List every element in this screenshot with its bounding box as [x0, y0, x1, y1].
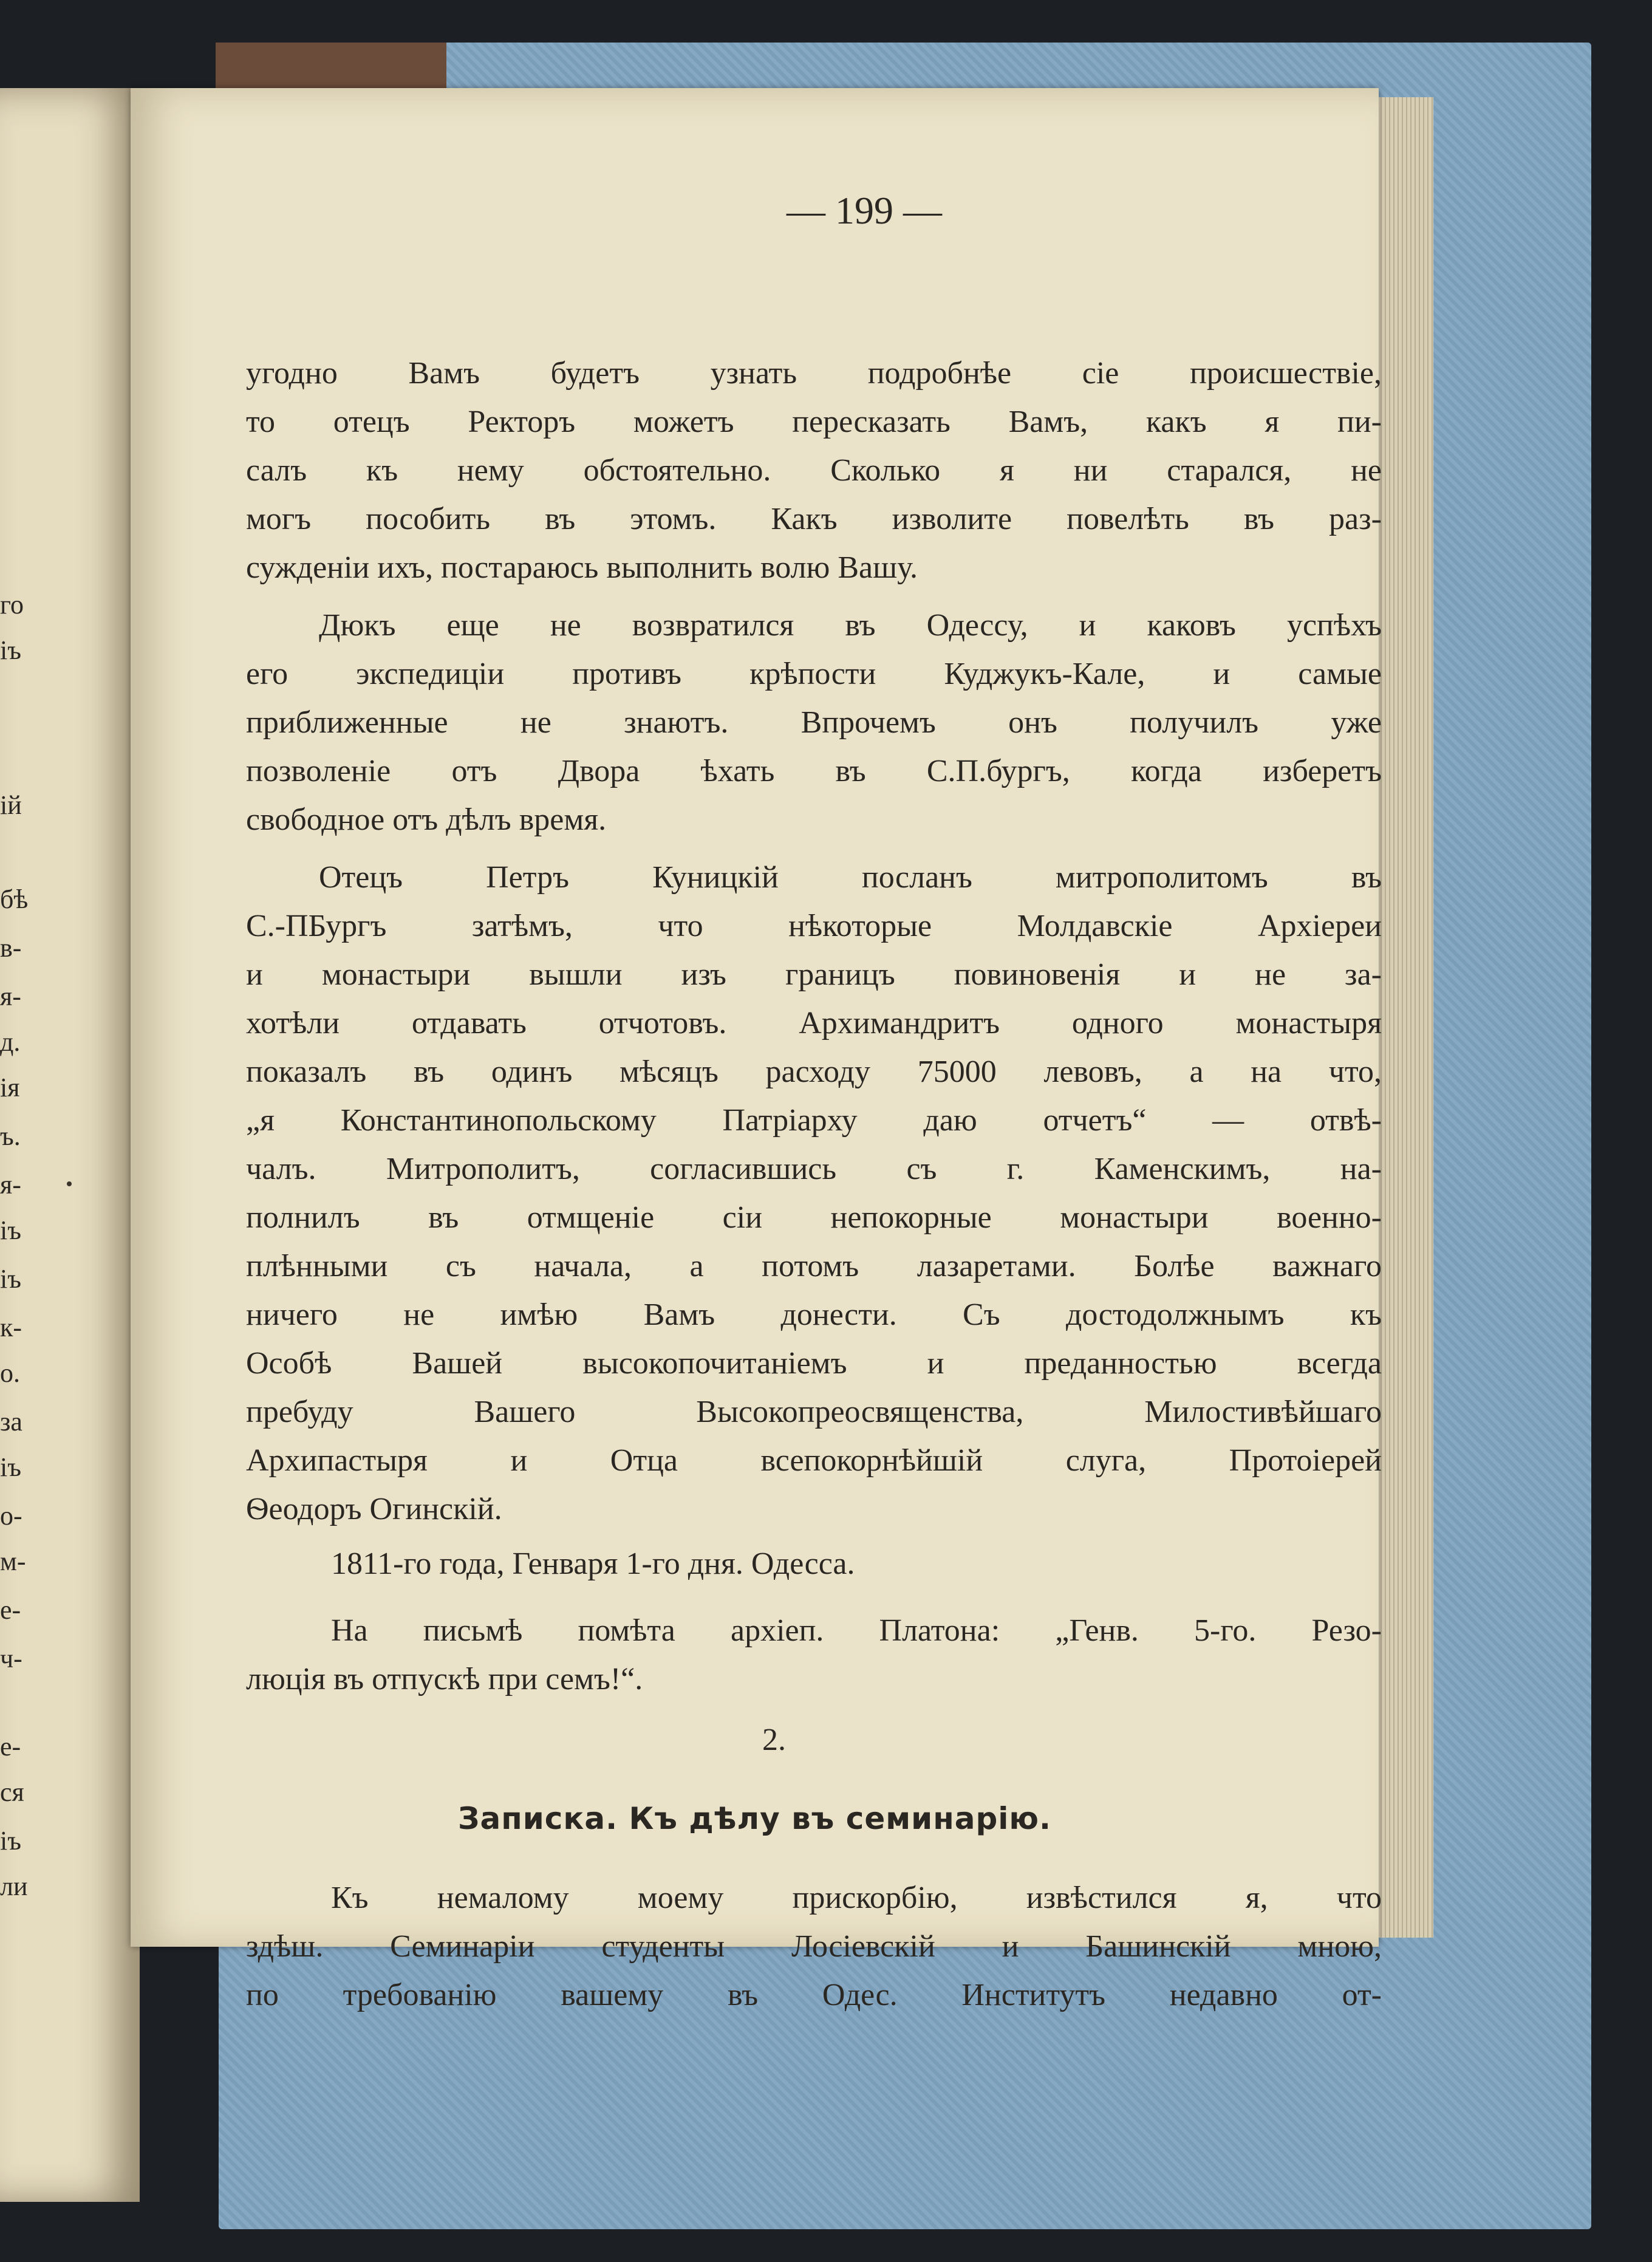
text-line: по требованію вашему въ Одес. Институтъ недавно от- [246, 1978, 1382, 2012]
text-line: Архипастыря и Отца всепокорнѣйшій слуга, Протоіерей [246, 1443, 1382, 1478]
left-page-fragment: м- [0, 1546, 26, 1576]
left-page-fragment: ч- [0, 1644, 22, 1673]
text-line: позволеніе отъ Двора ѣхать въ С.П.бургъ, когда изберетъ [246, 754, 1382, 788]
text-line: люція въ отпускѣ при семъ!“. [246, 1662, 643, 1696]
paragraph-2 [246, 601, 1382, 844]
section-heading: Записка. Къ дѣлу въ семинарію. [457, 1801, 1052, 1836]
paragraph-1 [246, 349, 1382, 592]
paragraph-4 [246, 1874, 1382, 2020]
ink-speck [67, 1181, 72, 1186]
text-line: его экспедиціи противъ крѣпости Куджукъ-Кале, и самые [246, 657, 1382, 691]
left-page-fragment: я- [0, 1170, 21, 1200]
text-line: могъ пособить въ этомъ. Какъ изволите повелѣть въ раз- [246, 502, 1382, 536]
section-number: 2. [762, 1723, 786, 1757]
right-page [131, 88, 1382, 2012]
paragraph-annotation [246, 1607, 1382, 1704]
text-line: салъ къ нему обстоятельно. Сколько я ни старался, не [246, 453, 1382, 488]
left-page-fragment: ли [0, 1871, 28, 1901]
text-line: Ѳеодоръ Огинскій. [246, 1492, 502, 1526]
text-line: приближенные не знаютъ. Впрочемъ онъ получилъ уже [246, 705, 1382, 740]
left-page-fragment: іъ [0, 1264, 21, 1294]
left-page-fragment: бѣ [0, 884, 29, 914]
text-line: угодно Вамъ будетъ узнать подробнѣе сіе происшествіе, [246, 356, 1382, 391]
text-line: 1811-го года, Генваря 1-го дня. Одесса. [331, 1546, 855, 1581]
text-line: ничего не имѣю Вамъ донести. Съ достодолжнымъ къ [246, 1297, 1382, 1332]
left-page-fragment: іъ [0, 1826, 21, 1856]
left-page-fragment: е- [0, 1595, 21, 1625]
text-line: Отецъ Петръ Куницкій посланъ митрополитомъ въ [319, 860, 1382, 895]
text-line: свободное отъ дѣлъ время. [246, 802, 607, 837]
left-page-fragment: о- [0, 1501, 22, 1531]
text-line: сужденіи ихъ, постараюсь выполнить волю Вашу. [246, 550, 918, 585]
text-line: плѣнными съ начала, а потомъ лазаретами. Болѣе важнаго [246, 1249, 1382, 1283]
left-page-fragment: ся [0, 1777, 24, 1807]
text-line: то отецъ Ректоръ можетъ пересказать Вамъ, какъ я пи- [246, 405, 1382, 439]
left-page-fragment: ъ. [0, 1121, 21, 1151]
text-line: показалъ въ одинъ мѣсяцъ расходу 75000 левовъ, а на что, [246, 1054, 1382, 1089]
left-page-fragment: го [0, 590, 24, 620]
text-line: здѣш. Семинаріи студенты Лосіевскій и Башинскій мною, [246, 1929, 1382, 1964]
paragraph-3 [246, 853, 1382, 1534]
paragraph-date [246, 1540, 1382, 1588]
left-page-fragment: в- [0, 933, 22, 963]
text-line: Къ немалому моему прискорбію, извѣстился я, что [331, 1881, 1382, 1915]
left-page-fragment: іъ [0, 1215, 21, 1245]
page-number: — 199 — [787, 189, 942, 232]
text-line: и монастыри вышли изъ границъ повиновенія и не за- [246, 957, 1382, 992]
text-line: полнилъ въ отмщеніе сіи непокорные монастыри военно- [246, 1200, 1382, 1235]
left-page-fragment: іъ [0, 635, 21, 665]
text-line: Дюкъ еще не возвратился въ Одессу, и каковъ успѣхъ [319, 608, 1382, 643]
text-line: „я Константинопольскому Патріарху даю отчетъ“ — отвѣ- [246, 1103, 1382, 1138]
left-page [0, 88, 140, 2202]
left-page-fragment: ій [0, 790, 22, 820]
text-line: пребуду Вашего Высокопреосвященства, Милостивѣйшаго [246, 1395, 1382, 1429]
left-page-fragment: о. [0, 1358, 20, 1388]
left-page-fragment: іъ [0, 1452, 21, 1482]
left-page-fragment: я- [0, 982, 21, 1011]
left-page-fragment: ія [0, 1073, 20, 1102]
left-page-fragment: к- [0, 1313, 22, 1342]
text-line: чалъ. Митрополитъ, согласившись съ г. Каменскимъ, на- [246, 1152, 1382, 1186]
text-line: хотѣли отдавать отчотовъ. Архимандритъ одного монастыря [246, 1006, 1382, 1040]
text-line: С.-ПБургъ затѣмъ, что нѣкоторые Молдавскіе Архіереи [246, 909, 1382, 943]
text-line: На письмѣ помѣта архіеп. Платона: „Генв. 5-го. Резо- [331, 1613, 1382, 1648]
left-page-fragment: е- [0, 1732, 21, 1761]
left-page-fragment: д. [0, 1027, 21, 1057]
left-page-fragment: за [0, 1407, 22, 1437]
text-line: Особѣ Вашей высокопочитаніемъ и преданностью всегда [246, 1346, 1382, 1381]
